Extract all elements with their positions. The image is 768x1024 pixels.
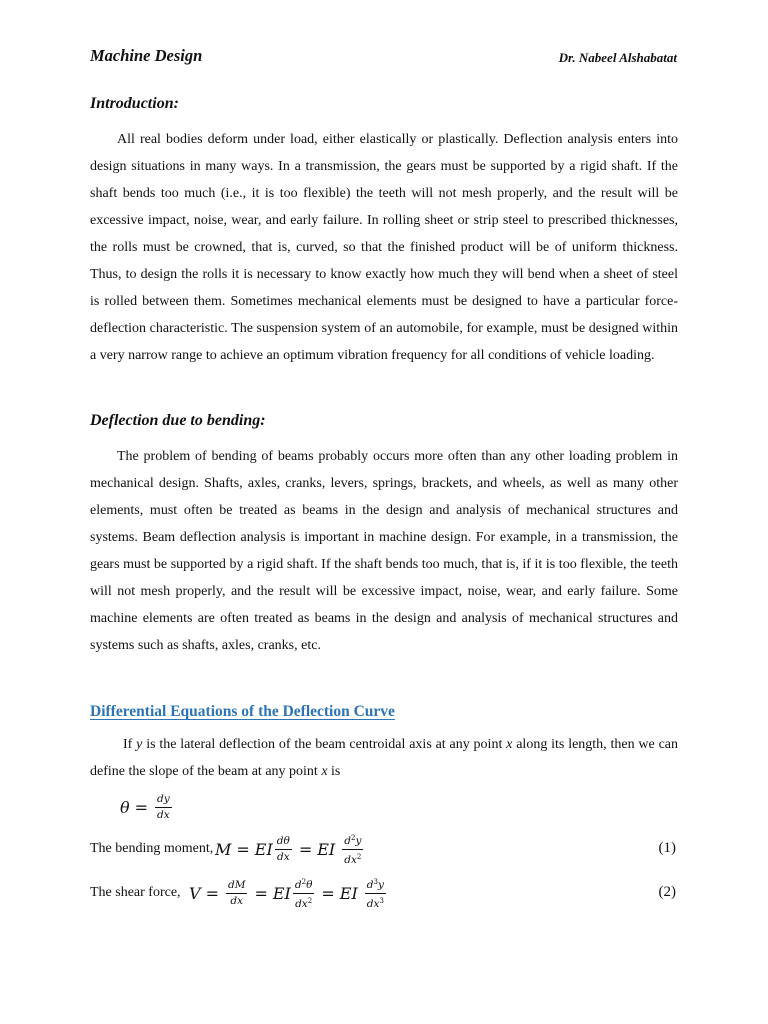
fraction-numerator: dM	[226, 879, 247, 894]
variable-x: x	[321, 764, 328, 779]
differential-equations-heading[interactable]: Differential Equations of the Deflection Curve	[90, 703, 395, 720]
fraction-denominator: dx	[157, 808, 170, 821]
equals-sign: =	[298, 839, 313, 859]
fraction-denominator: dx	[230, 894, 244, 907]
header-author: Dr. Nabeel Alshabatat	[558, 50, 677, 65]
deflection-paragraph: The problem of bending of beams probably occurs more often than any other loading problem in mechanical design. Shafts, axles, cranks, levers, springs, brackets, and wheels, as well as many other elements, must often be treated as beams in the design and analysis of mechanical structures and systems. Beam deflection analysis is important in machine design. For example, in a transmission, the gears must be supported by a rigid shaft. If the shaft bends too much, that is, if it is too flexible, the teeth will not mesh properly, and the result will be excessive impact, noise, wear, and early failure. Some machine elements are often treated as beams in the design and analysis of mechanical structures and systems such as shafts, axles, cranks, etc.	[90, 449, 678, 653]
equals-sign: =	[134, 797, 149, 817]
ei-symbol: EI	[254, 839, 273, 859]
header-course-title: Machine Design	[90, 46, 203, 65]
equation-number-1: (1)	[658, 840, 676, 856]
slope-equation	[0, 787, 768, 827]
introduction-heading: Introduction:	[90, 95, 179, 112]
bending-moment-label: The bending moment,	[90, 841, 214, 856]
deflection-heading: Deflection due to bending:	[90, 412, 266, 429]
bending-moment-math	[215, 829, 365, 869]
introduction-paragraph: All real bodies deform under load, either elastically or plastically. Deflection analysis enters into design situations in many ways. In a transmission, the gears must be supported by a rigid shaft. If the shaft bends too much (i.e., it is too flexible) the teeth will not mesh properly, and the result will be excessive impact, noise, wear, and early failure. In rolling sheet or strip steel to prescribed thicknesses, the rolls must be crowned, that is, curved, so that the finished product will be of uniform thickness. Thus, to design the rolls it is necessary to know exactly how much they will bend when a sheet of steel is rolled between them. Sometimes mechanical elements must be designed to have a particular force-deflection characteristic. The suspension system of an automobile, for example, must be designed within a very narrow range to achieve an optimum vibration frequency for all conditions of vehicle loading.	[90, 132, 678, 363]
ei-symbol: EI	[272, 883, 291, 903]
fraction-numerator: dθ	[275, 835, 292, 850]
fraction-denominator: $dx^2$	[295, 896, 313, 910]
intro-text-2: is the lateral deflection of the beam centroidal axis at any point	[142, 737, 507, 752]
intro-text-1: If	[123, 737, 137, 752]
equation-number-2: (2)	[658, 884, 676, 900]
fraction-numerator: $d^2y$	[342, 832, 363, 850]
equals-sign: =	[321, 883, 335, 903]
ei-symbol: EI	[317, 839, 336, 859]
equals-sign: =	[236, 839, 250, 859]
differential-intro-paragraph	[90, 731, 678, 785]
fraction-numerator: $d^3y$	[365, 876, 386, 894]
dtheta-dx-fraction	[275, 835, 292, 864]
fraction-numerator: dy	[155, 793, 172, 808]
intro-text-3: along its length, then we can define the slope of the beam at any point	[90, 737, 679, 779]
dm-dx-fraction	[226, 879, 247, 908]
dy-dx-fraction	[155, 793, 172, 822]
equals-sign: =	[254, 883, 268, 903]
slope-math	[120, 787, 174, 827]
variable-x: x	[506, 737, 513, 752]
moment-symbol: M	[215, 839, 232, 859]
shear-symbol: V	[189, 883, 201, 903]
d2y-dx2-fraction	[342, 832, 363, 867]
fraction-denominator: $dx^3$	[366, 896, 384, 910]
equals-sign: =	[205, 883, 219, 903]
theta-symbol: θ	[120, 797, 130, 817]
bending-moment-equation	[0, 829, 768, 869]
shear-force-math	[189, 873, 388, 913]
d3y-dx3-fraction	[365, 876, 386, 911]
ei-symbol: EI	[339, 883, 358, 903]
variable-y: y	[136, 737, 143, 752]
fraction-denominator: dx	[276, 850, 290, 863]
intro-text-4: is	[327, 764, 341, 779]
shear-force-equation	[0, 873, 768, 913]
fraction-numerator: $d^2\theta$	[293, 876, 315, 894]
d2theta-dx2-fraction	[293, 876, 315, 911]
fraction-denominator: $dx^2$	[344, 852, 362, 866]
shear-force-label: The shear force,	[90, 885, 181, 900]
